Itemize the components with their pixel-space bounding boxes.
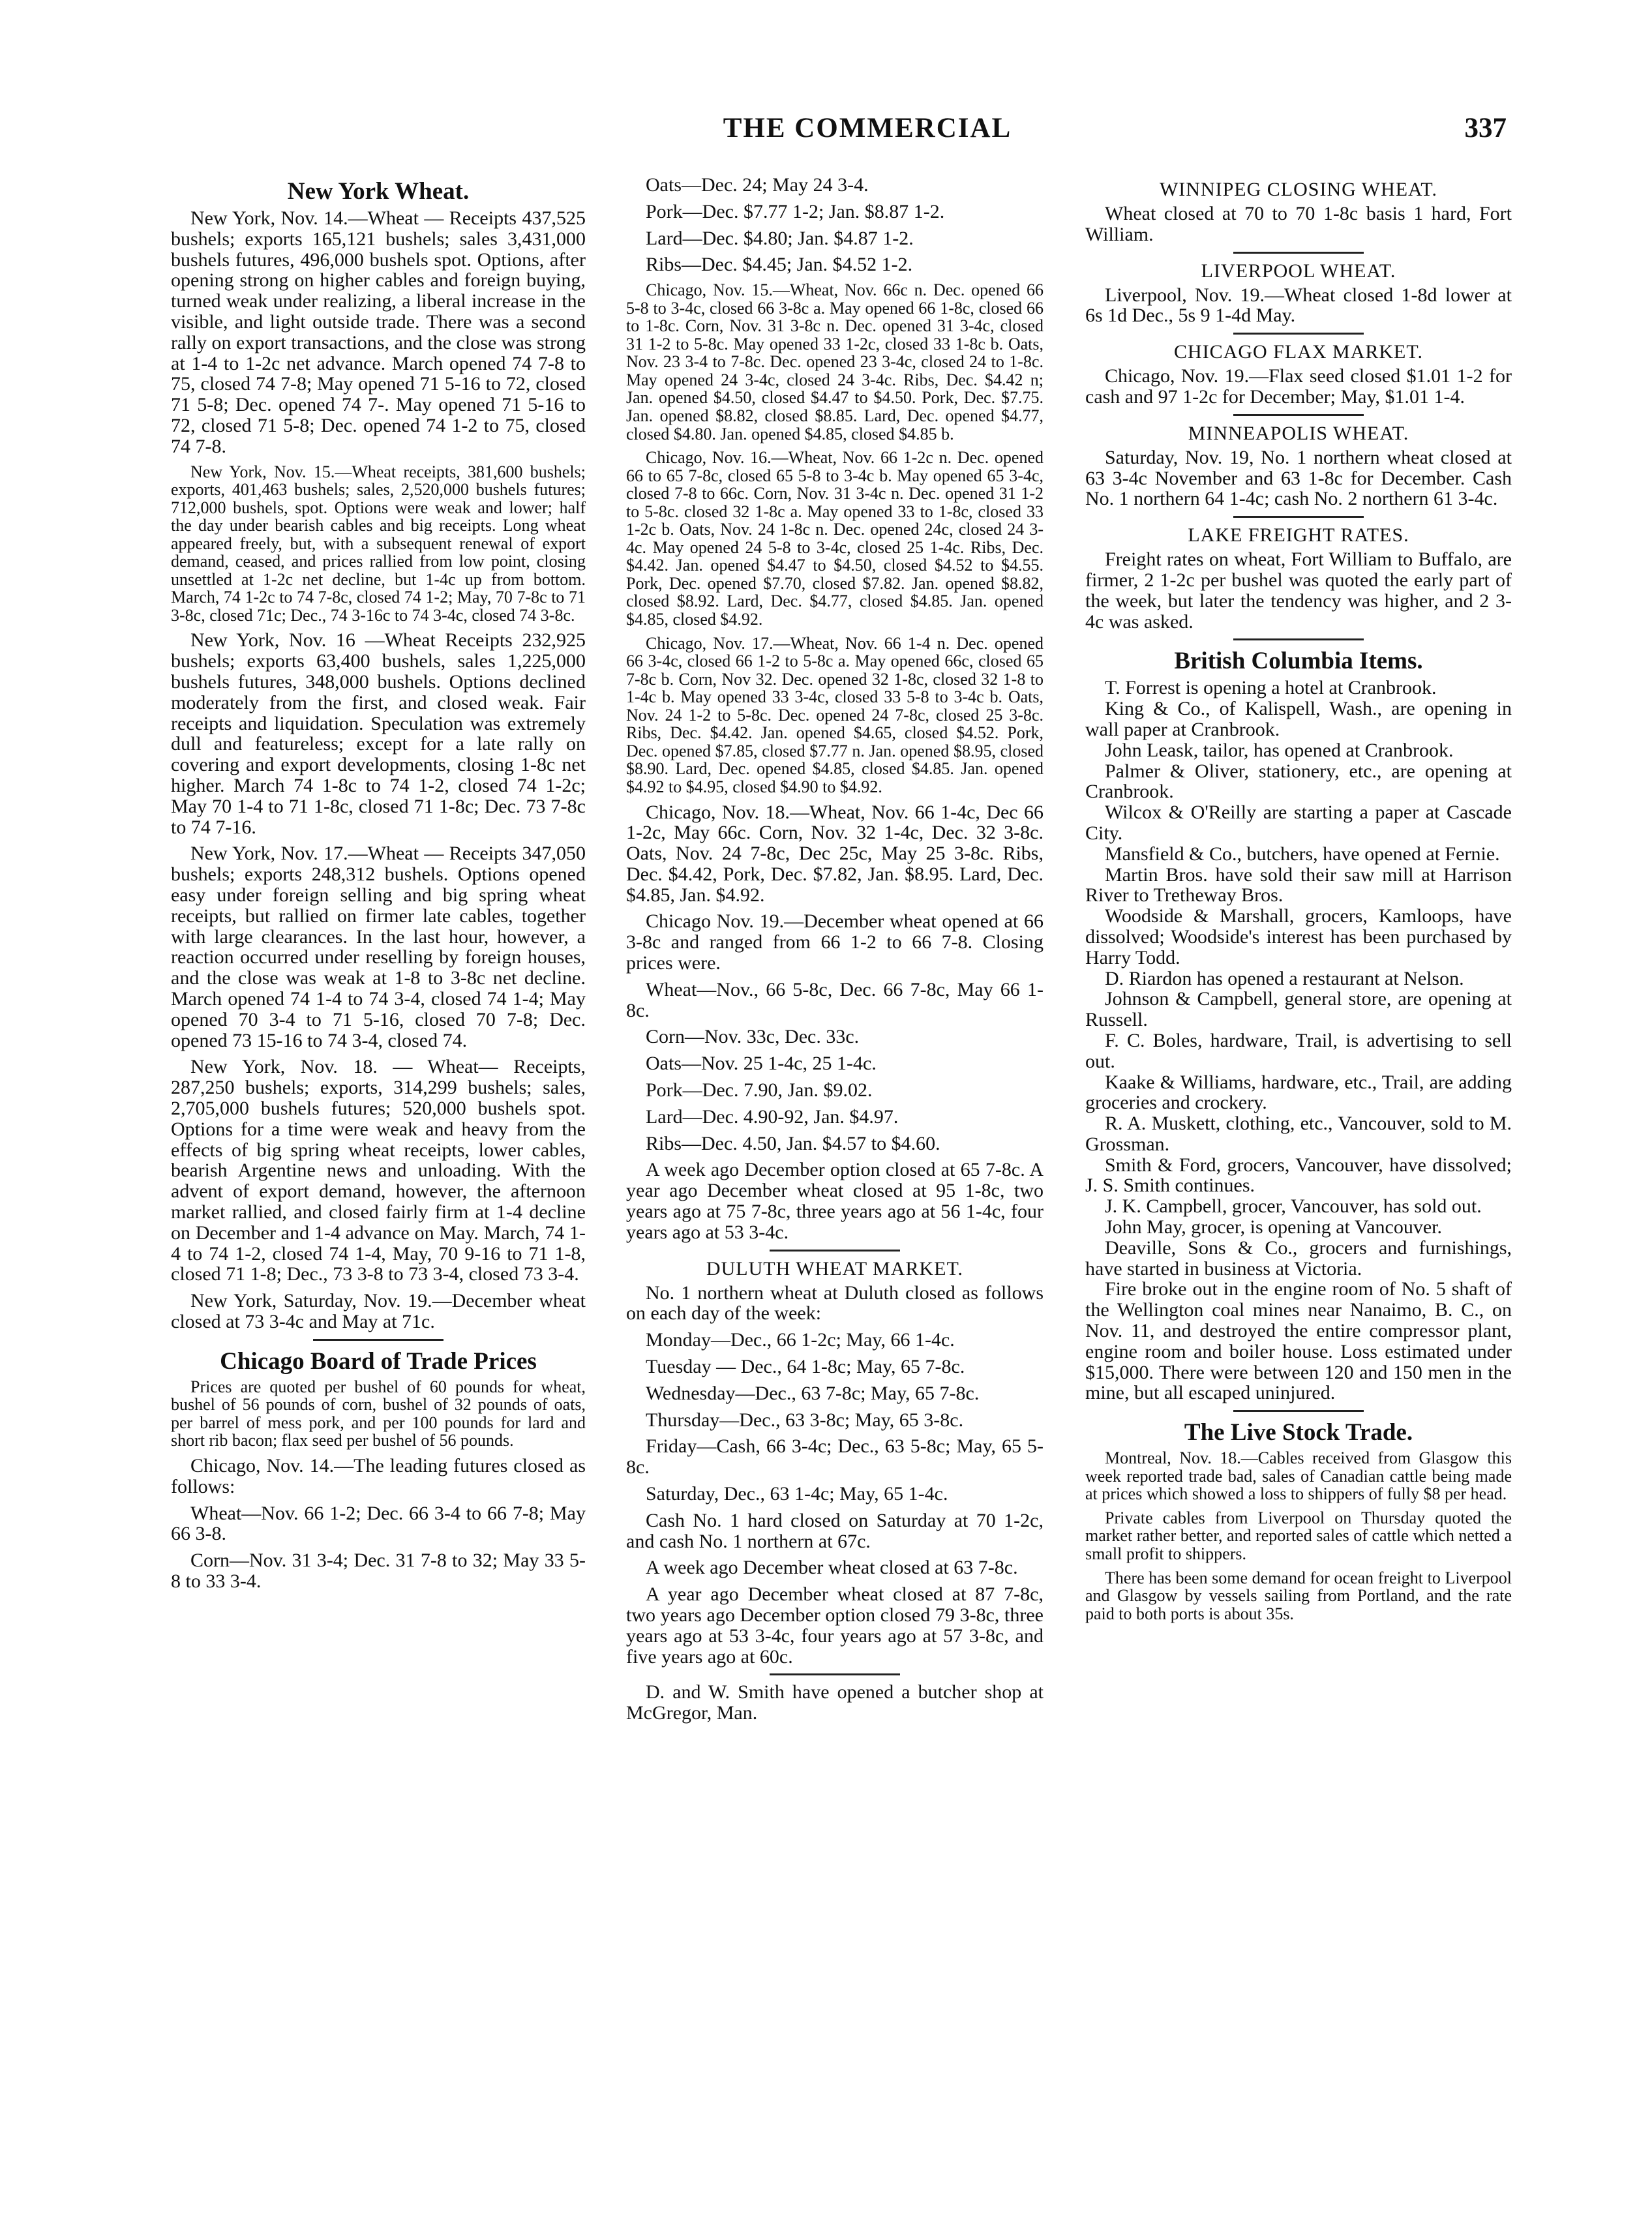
news-item: Palmer & Oliver, stationery, etc., are opening at Cranbrook. <box>1085 760 1512 803</box>
report-paragraph: Ribs—Dec. 4.50, Jan. $4.57 to $4.60. <box>646 1132 940 1154</box>
report-paragraph: Cash No. 1 hard closed on Saturday at 70 1-2c, and cash No. 1 northern at 67c. <box>626 1509 1044 1552</box>
report-paragraph: Chicago, Nov. 19.—Flax seed closed $1.01 1-2 for cash and 97 1-2c for December; May, $1.01 1-4. <box>1085 365 1512 408</box>
section-divider <box>770 1673 900 1675</box>
section-heading: New York Wheat. <box>287 178 470 205</box>
section-heading: Chicago Board of Trade Prices <box>220 1347 537 1375</box>
report-paragraph: New York, Nov. 18. — Wheat— Receipts, 287,250 bushels; exports, 314,299 bushels; sales, 2,705,000 bushels futures; 520,000 bushels spot. Options for a time were weak and heavy from the effects of big spring wheat receipts, lower cables, bearish Argentine news and unloading. With the advent of export demand, however, the afternoon market rallied, and closed fairly firm at 1-4 decline on December and 1-4 advance on May. March, 74 1-4 to 74 1-2, closed 74 1-4, May, 70 9-16 to 71 1-8, closed 71 1-8; Dec., 73 3-8 to 73 3-4, closed 73 3-4. <box>171 1056 586 1285</box>
news-item: J. K. Campbell, grocer, Vancouver, has sold out. <box>1105 1195 1482 1218</box>
report-paragraph: Wheat—Nov. 66 1-2; Dec. 66 3-4 to 66 7-8; May 66 3-8. <box>171 1502 586 1545</box>
report-paragraph: Chicago Nov. 19.—December wheat opened at 66 3-8c and ranged from 66 1-2 to 66 7-8. Closing prices were. <box>626 910 1044 974</box>
report-paragraph: Chicago, Nov. 18.—Wheat, Nov. 66 1-4c, Dec 66 1-2c, May 66c. Corn, Nov. 32 1-4c, Dec. 32 3-8c. Oats, Nov. 24 7-8c, Dec 25c, May 25 3-8c. Ribs, Dec. $4.42, Pork, Dec. $7.82, Jan. $8.95. Lard, Dec. $4.85, Jan. $4.92. <box>626 801 1044 906</box>
report-paragraph: Saturday, Nov. 19, No. 1 northern wheat closed at 63 3-4c November and 63 1-8c for December. Cash No. 1 northern 64 1-4c; cash No. 2 northern 61 3-4c. <box>1085 446 1512 510</box>
news-item: F. C. Boles, hardware, Trail, is advertising to sell out. <box>1085 1029 1512 1072</box>
page-number: 337 <box>1464 113 1507 143</box>
report-paragraph: New York, Saturday, Nov. 19.—December wheat closed at 73 3-4c and May at 71c. <box>171 1290 586 1332</box>
report-paragraph: Corn—Nov. 33c, Dec. 33c. <box>646 1026 860 1048</box>
news-item: Deaville, Sons & Co., grocers and furnishings, have started in business at Victoria. <box>1085 1236 1512 1280</box>
report-paragraph: Private cables from Liverpool on Thursday quoted the market rather better, and reported sales of cattle which netted a small profit to shippers. <box>1085 1508 1512 1563</box>
news-item: T. Forrest is opening a hotel at Cranbrook. <box>1105 677 1437 699</box>
section-subheading: LIVERPOOL WHEAT. <box>1201 260 1396 282</box>
report-paragraph: Pork—Dec. 7.90, Jan. $9.02. <box>646 1079 873 1102</box>
column-right <box>1085 175 1512 2183</box>
section-subheading: WINNIPEG CLOSING WHEAT. <box>1159 179 1437 200</box>
report-paragraph: Oats—Dec. 24; May 24 3-4. <box>646 175 869 196</box>
report-paragraph: Lard—Dec. $4.80; Jan. $4.87 1-2. <box>646 227 914 249</box>
section-divider <box>770 1250 900 1251</box>
report-paragraph: Liverpool, Nov. 19.—Wheat closed 1-8d lower at 6s 1d Dec., 5s 9 1-4d May. <box>1085 284 1512 327</box>
report-paragraph: A year ago December wheat closed at 87 7-8c, two years ago December option closed 79 3-8c, three years ago at 53 3-4c, four years ago at 57 3-8c, and five years ago at 60c. <box>626 1583 1044 1668</box>
report-paragraph: No. 1 northern wheat at Duluth closed as follows on each day of the week: <box>626 1281 1044 1325</box>
news-item: Fire broke out in the engine room of No. 5 shaft of the Wellington coal mines near Nanaimo, B. C., on Nov. 11, and destroyed the entire compressor plant, engine room and boiler house. Loss estimated under $15,000. There were between 120 and 150 men in the mine, but all escaped uninjured. <box>1085 1278 1512 1404</box>
page-header <box>196 112 1507 164</box>
column-left <box>171 175 586 2183</box>
report-paragraph: Ribs—Dec. $4.45; Jan. $4.52 1-2. <box>646 254 913 276</box>
report-paragraph: There has been some demand for ocean freight to Liverpool and Glasgow by vessels sailing from Portland, and the rate paid to both ports is about 35s. <box>1085 1568 1512 1623</box>
section-divider <box>1233 333 1364 335</box>
report-paragraph: Oats—Nov. 25 1-4c, 25 1-4c. <box>646 1053 877 1075</box>
report-paragraph: Friday—Cash, 66 3-4c; Dec., 63 5-8c; May, 65 5-8c. <box>626 1435 1044 1478</box>
news-item: Woodside & Marshall, grocers, Kamloops, have dissolved; Woodside's interest has been purchased by Harry Todd. <box>1085 905 1512 968</box>
report-paragraph: Lard—Dec. 4.90-92, Jan. $4.97. <box>646 1105 899 1128</box>
news-item: R. A. Muskett, clothing, etc., Vancouver, sold to M. Grossman. <box>1085 1113 1512 1155</box>
section-subheading: CHICAGO FLAX MARKET. <box>1174 341 1423 363</box>
report-paragraph: Chicago, Nov. 14.—The leading futures closed as follows: <box>171 1454 586 1497</box>
news-item: Kaake & Williams, hardware, etc., Trail, are adding groceries and crockery. <box>1085 1071 1512 1114</box>
report-paragraph: New York, Nov. 15.—Wheat receipts, 381,600 bushels; exports, 401,463 bushels; sales, 2,520,000 bushels futures; 712,000 bushels, spot. Options were weak and lower; half the day under bearish cables and big receipts. Long wheat appeared freely, but, with a subsequent renewal of export demand, ceased, and prices rallied from low point, closing unsettled at 1-2c net decline, but 1-4c up from bottom. March, 74 1-2c to 74 7-8c, closed 74 1-2; May, 70 7-8c to 71 3-8c, closed 71c; Dec., 74 3-16c to 74 3-4c, closed 74 3-8c. <box>171 462 586 625</box>
report-paragraph: Saturday, Dec., 63 1-4c; May, 65 1-4c. <box>646 1483 948 1505</box>
publication-title: THE COMMERCIAL <box>723 113 1012 143</box>
section-divider <box>1233 414 1364 416</box>
report-paragraph: New York, Nov. 16 —Wheat Receipts 232,925 bushels; exports 63,400 bushels, sales 1,225,000 bushels futures, 348,000 bushels. Options declined moderately from the first, and closed weak. Fair receipts and liquidation. Speculation was extremely dull and featureless; except for a late rally on covering and export developments, closing 1-8c net higher. March 74 1-8c to 74 1-2, closed 74 1-2c; May 70 1-4 to 71 1-8c, closed 71 1-8c; Dec. 73 7-8c to 74 7-16. <box>171 629 586 838</box>
news-item: D. Riardon has opened a restaurant at Nelson. <box>1105 967 1464 989</box>
report-paragraph: Thursday—Dec., 63 3-8c; May, 65 3-8c. <box>646 1409 964 1431</box>
section-divider <box>1233 1410 1364 1412</box>
section-subheading: DULUTH WHEAT MARKET. <box>706 1257 964 1280</box>
news-item: King & Co., of Kalispell, Wash., are opening in wall paper at Cranbrook. <box>1085 698 1512 740</box>
report-paragraph: A week ago December option closed at 65 7-8c. A year ago December wheat closed at 95 1-8c, two years ago at 75 7-8c, three years ago at 56 1-4c, four years ago at 53 3-4c. <box>626 1159 1044 1243</box>
report-paragraph: Wheat—Nov., 66 5-8c, Dec. 66 7-8c, May 66 1-8c. <box>626 978 1044 1021</box>
news-item: Wilcox & O'Reilly are starting a paper at Cascade City. <box>1085 802 1512 844</box>
report-paragraph: Prices are quoted per bushel of 60 pounds for wheat, bushel of 56 pounds of corn, bushel of 32 pounds of oats, per barrel of mess pork, and per 100 pounds for lard and short rib bacon; flax seed per bushel of 56 pounds. <box>171 1377 586 1450</box>
news-item: Smith & Ford, grocers, Vancouver, have dissolved; J. S. Smith continues. <box>1085 1154 1512 1197</box>
report-paragraph: Pork—Dec. $7.77 1-2; Jan. $8.87 1-2. <box>646 200 945 222</box>
report-paragraph: Wednesday—Dec., 63 7-8c; May, 65 7-8c. <box>646 1382 980 1404</box>
report-paragraph: D. and W. Smith have opened a butcher shop at McGregor, Man. <box>626 1681 1044 1724</box>
section-heading: The Live Stock Trade. <box>1184 1419 1413 1446</box>
report-paragraph: New York, Nov. 17.—Wheat — Receipts 347,050 bushels; exports 248,312 bushels. Options opened easy under foreign selling and big spring wheat receipts, but rallied on firmer late cables, together with large clearances. In the last hour, however, a reaction occurred under reselling by foreign houses, and the close was weak at 1-8 to 3-8c net decline. March opened 74 1-4 to 74 3-4, closed 74 1-4; May opened 70 3-4 to 71 5-16, closed 70 7-8; Dec. opened 73 15-16 to 74 3-4, closed 74. <box>171 843 586 1051</box>
report-paragraph: Freight rates on wheat, Fort William to Buffalo, are firmer, 2 1-2c per bushel was quoted the early part of the week, but later the tendency was higher, and 2 3-4c was asked. <box>1085 548 1512 633</box>
report-paragraph: Chicago, Nov. 17.—Wheat, Nov. 66 1-4 n. Dec. opened 66 3-4c, closed 66 1-2 to 5-8c a. May opened 66c, closed 65 7-8c b. Corn, Nov 32. Dec. opened 32 1-8c, closed 32 1-8 to 1-4c b. May opened 33 3-4c, closed 33 5-8 to 3-4c b. Oats, Nov. 24 1-2 to 5-8c. Dec. opened 24 7-8c, closed 25 3-8c. Ribs, Dec. $4.42. Jan. opened $4.65, closed $4.52. Pork, Dec. opened $7.85, closed $7.77 n. Jan. opened $8.95, closed $8.90. Lard, Dec. opened $4.85, closed $4.85. Jan. opened $4.92 to $4.95, closed $4.90 to $4.92. <box>626 633 1044 796</box>
section-subheading: MINNEAPOLIS WHEAT. <box>1188 422 1409 444</box>
section-subheading: LAKE FREIGHT RATES. <box>1188 524 1409 547</box>
report-paragraph: Tuesday — Dec., 64 1-8c; May, 65 7-8c. <box>646 1356 965 1378</box>
news-item: John May, grocer, is opening at Vancouver. <box>1105 1216 1443 1238</box>
report-paragraph: Chicago, Nov. 16.—Wheat, Nov. 66 1-2c n. Dec. opened 66 to 65 7-8c, closed 65 5-8 to 3-4c b. May opened 65 3-4c, closed 7-8 to 66c. Corn, Nov. 31 3-4c n. Dec. opened 31 1-2 to 5-8c. closed 32 1-8c a. May opened 33 to 1-8c, closed 33 1-2c b. Oats, Nov. 24 1-8c n. Dec. opened 24c, closed 24 3-4c. May opened 24 5-8 to 3-4c, closed 25 1-4c. Ribs, Dec. $4.42. Jan. opened $4.47 to $4.50, closed $4.52 to $4.55. Pork, Dec. opened $7.70, closed $7.82. Jan. opened $8.82, closed $8.92. Lard, Dec. $4.77, closed $4.85. Jan. opened $4.85, closed $4.92. <box>626 448 1044 629</box>
section-divider <box>1233 638 1364 640</box>
section-heading: British Columbia Items. <box>1174 648 1423 675</box>
report-paragraph: Wheat closed at 70 to 70 1-8c basis 1 hard, Fort William. <box>1085 203 1512 245</box>
report-paragraph: New York, Nov. 14.—Wheat — Receipts 437,525 bushels; exports 165,121 bushels; sales 3,431,000 bushels futures, 496,000 bushels spot. Options, after opening strong on higher cables and foreign buying, turned weak under realizing, a liberal increase in the visible, and light outside trade. There was a second rally on export transactions, and the close was strong at 1-4 to 1-2c net advance. March opened 74 7-8 to 75, closed 74 7-8; May opened 71 5-16 to 72, closed 71 5-8; Dec. opened 74 7-. May opened 71 5-16 to 72, closed 71 5-8; Dec. opened 74 1-2 to 75, closed 74 7-8. <box>171 207 586 457</box>
section-divider <box>1233 516 1364 518</box>
news-item: John Leask, tailor, has opened at Cranbrook. <box>1105 739 1454 761</box>
column-middle <box>626 175 1044 2183</box>
report-paragraph: Chicago, Nov. 15.—Wheat, Nov. 66c n. Dec. opened 66 5-8 to 3-4c, closed 66 3-8c a. May opened 66 1-8c, closed 66 to 1-8c. Corn, Nov. 31 3-8c n. Dec. opened 31 3-4c, closed 31 1-2 to 5-8c. May opened 33 1-2c, closed 33 1-8c b. Oats, Nov. 23 3-4 to 7-8c. Dec. opened 23 3-4c, closed 24 to 1-8c. May opened 24 3-4c, closed 24 3-4c. Ribs, Dec. $4.42 n; Jan. opened $4.50, closed $4.47 to $4.50. Pork, Dec. $7.75. Jan. opened $8.82, closed $8.85. Lard, Dec. opened $4.77, closed $4.80. Jan. opened $4.85, closed $4.85 b. <box>626 280 1044 443</box>
section-divider <box>313 1339 443 1341</box>
section-divider <box>1233 252 1364 254</box>
report-paragraph: Monday—Dec., 66 1-2c; May, 66 1-4c. <box>646 1329 955 1351</box>
report-paragraph: Montreal, Nov. 18.—Cables received from Glasgow this week reported trade bad, sales of Canadian cattle being made at prices which showed a loss to shippers of fully $8 per head. <box>1085 1448 1512 1504</box>
news-item: Johnson & Campbell, general store, are opening at Russell. <box>1085 988 1512 1031</box>
news-item: Mansfield & Co., butchers, have opened at Fernie. <box>1105 843 1500 865</box>
news-item: Martin Bros. have sold their saw mill at Harrison River to Tretheway Bros. <box>1085 863 1512 907</box>
report-paragraph: Corn—Nov. 31 3-4; Dec. 31 7-8 to 32; May 33 5-8 to 33 3-4. <box>171 1550 586 1592</box>
report-paragraph: A week ago December wheat closed at 63 7-8c. <box>646 1557 1018 1579</box>
